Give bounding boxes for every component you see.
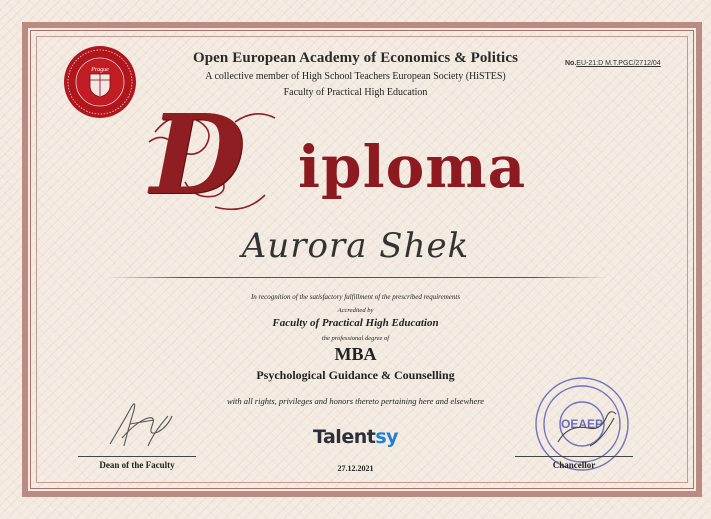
logo-part-talent: Talent	[312, 426, 376, 448]
accrediting-faculty: Faculty of Practical High Education	[272, 317, 439, 329]
chancellor-signature-line	[515, 456, 633, 457]
specialization: Psychological Guidance & Counselling	[256, 368, 455, 382]
stamp-center-text: OEAEP	[560, 417, 604, 431]
document-number-value: EU-21:D M.T.PGC/2712/04	[576, 60, 661, 67]
diploma-title-rest: iploma	[298, 133, 527, 201]
academy-name: Open European Academy of Economics & Politics	[192, 50, 519, 66]
issue-date: 27.12.2021	[337, 464, 374, 473]
recipient-name: Aurora Shek	[241, 226, 470, 266]
dean-signature-icon	[100, 394, 190, 454]
dean-signature-line	[78, 456, 196, 457]
logo-part-sy: sy	[375, 426, 399, 448]
degree-title: MBA	[334, 344, 377, 364]
rights-text: with all rights, privileges and honors thereto pertaining here and elsewhere	[226, 396, 485, 406]
document-number	[565, 60, 661, 67]
membership-line: A collective member of High School Teachers European Society (HiSTES)	[205, 71, 506, 82]
chancellor-title: Chancellor	[552, 460, 596, 470]
seal-city-label: Prague	[91, 67, 109, 73]
degree-label: the professional degree of	[321, 335, 390, 342]
diploma-title-initial: D	[150, 90, 246, 219]
dean-title: Dean of the Faculty	[99, 460, 175, 470]
faculty-line: Faculty of Practical High Education	[283, 87, 428, 98]
name-underline	[108, 277, 608, 278]
accredited-by-label: Accredited by	[337, 307, 374, 314]
document-number-prefix: No.	[565, 60, 577, 67]
recognition-text: In recognition of the satisfactory fulfillment of the prescribed requirements	[250, 293, 461, 301]
